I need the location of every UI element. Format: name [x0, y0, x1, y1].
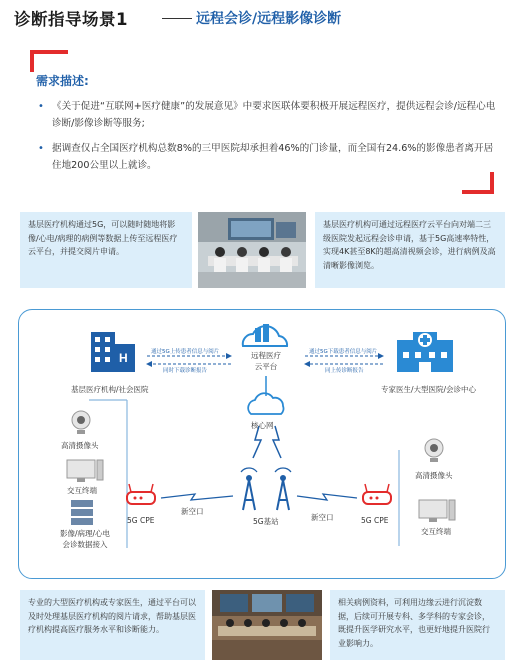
right-org-label: 专家医生/大型医院/会诊中心	[381, 385, 477, 394]
camera-icon	[425, 439, 443, 462]
requirement-bullet	[38, 140, 500, 174]
device-label: 高清摄像头	[415, 471, 453, 480]
device-label: 交互终端	[421, 527, 451, 536]
conference-room-image	[212, 590, 322, 660]
upload-arrow-label: 同上传诊断报告	[325, 368, 364, 374]
meeting-room-image	[198, 212, 306, 288]
red-corner-decoration	[462, 172, 494, 194]
page-title: 诊断指导场景1	[14, 10, 128, 29]
info-box-upload: 基层医疗机构通过5G，可以随时随地将影像/心电/病理的病例等数据上传至远程医疗云平台，并提交阅片申请。	[20, 212, 192, 288]
large-hospital-icon	[397, 332, 453, 372]
cpe-router-icon	[363, 484, 391, 504]
terminal-icon	[67, 460, 103, 482]
title-divider	[162, 18, 192, 19]
download-arrow-label: 通过5G下载患者信息与阅片	[309, 349, 378, 355]
camera-icon	[72, 411, 90, 434]
network-diagram	[18, 309, 506, 579]
bullet-dot-icon: •	[38, 101, 44, 112]
cloud-platform-label: 远程医疗 云平台	[251, 351, 281, 371]
requirement-bullet	[38, 98, 500, 132]
terminal-icon	[419, 500, 455, 522]
info-box-expert: 专业的大型医疗机构或专家医生，通过平台可以及时处理基层医疗机构的阅片请求，帮助基层医疗机构提高医疗服务水平和诊断能力。	[20, 590, 205, 660]
download-arrow-label: 同时下载诊断报告	[163, 368, 208, 374]
device-label: 影像/病理/心电 会诊数据接入	[59, 529, 111, 549]
hospital-building-icon	[91, 332, 135, 372]
conference-photo	[212, 590, 322, 660]
base-station-icon	[241, 468, 291, 510]
cpe-router-icon	[127, 484, 155, 504]
upload-arrow-label: 通过5G上传患者信息与阅片	[151, 349, 220, 355]
device-label: 交互终端	[67, 486, 97, 495]
requirement-text: 《关于促进“互联网+医疗健康”的发展意见》中要求医联体要积极开展远程医疗，提供远程会诊/远程心电诊断/影像诊断等服务;	[52, 101, 496, 129]
svg-text:H: H	[119, 351, 128, 365]
page-subtitle: 远程会诊/远程影像诊断	[196, 11, 342, 27]
requirements-heading: 需求描述:	[36, 74, 89, 88]
air-interface-label: 新空口	[311, 513, 334, 522]
core-network-label: 核心网	[251, 421, 274, 430]
cpe-label: 5G CPE	[127, 516, 155, 525]
base-station-label: 5G基站	[253, 517, 279, 526]
cpe-label: 5G CPE	[361, 516, 389, 525]
server-icon	[71, 500, 93, 525]
device-label: 高清摄像头	[61, 441, 99, 450]
info-box-consultation: 基层医疗机构可通过远程医疗云平台向对端二三级医院发起远程会诊申请，基于5G高速率特性，实现4K甚至8K的超高清视频会诊，进行病例及高清晰影像浏览。	[315, 212, 505, 288]
left-org-label: 基层医疗机构/社会医院	[71, 385, 149, 394]
info-box-edge-cloud: 相关病例资料，可利用边缘云进行沉淀数据，后续可开展专科、多学科的专家会诊，既提升医学研究水平，也更好地提升医院行业影响力。	[330, 590, 505, 660]
meeting-photo	[198, 212, 306, 288]
requirement-text: 据调查仅占全国医疗机构总数8%的三甲医院却承担着46%的门诊量，而全国有24.6%的影像患者离开居住地200公里以上就诊。	[52, 143, 494, 171]
bullet-dot-icon: •	[38, 143, 44, 154]
red-corner-decoration	[30, 50, 68, 72]
cloud-platform-icon	[243, 324, 287, 346]
core-network-icon	[248, 393, 283, 414]
air-interface-label: 新空口	[181, 507, 204, 516]
